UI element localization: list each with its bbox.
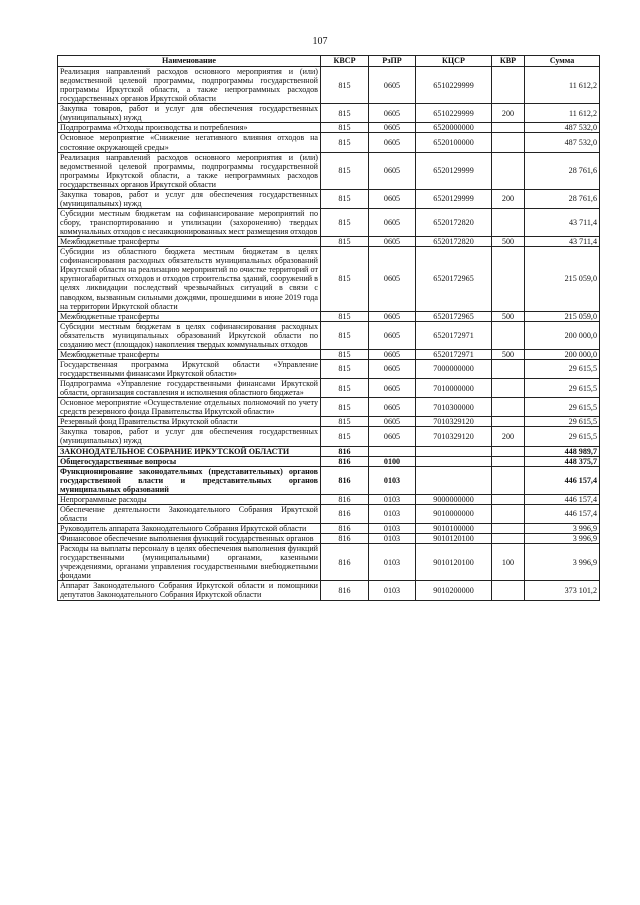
page-number: 107 (312, 36, 328, 47)
row-kvr-cell (492, 456, 525, 466)
row-sum-cell: 29 615,5 (525, 398, 600, 417)
table-row (58, 456, 600, 466)
column-header-name: Наименование (58, 56, 321, 67)
row-kcsr-cell: 7010329120 (416, 427, 492, 446)
row-kvsr-cell: 815 (321, 133, 369, 152)
row-rzpr-cell: 0605 (369, 379, 416, 398)
row-rzpr-cell: 0103 (369, 504, 416, 523)
row-kcsr-cell: 7010300000 (416, 398, 492, 417)
row-name-cell: Обеспечение деятельности Законодательного Собрания Иркутской области (58, 504, 321, 523)
table-row (58, 427, 600, 446)
row-sum-cell: 215 059,0 (525, 247, 600, 311)
row-sum-cell: 446 157,4 (525, 494, 600, 504)
row-name-cell: Непрограммные расходы (58, 494, 321, 504)
row-rzpr-cell: 0103 (369, 466, 416, 494)
row-name-cell: Межбюджетные трансферты (58, 237, 321, 247)
table-row (58, 321, 600, 349)
table-row (58, 133, 600, 152)
table-header-row (58, 56, 600, 67)
row-kvr-cell (492, 67, 525, 104)
row-kvr-cell: 100 (492, 544, 525, 581)
row-kcsr-cell (416, 446, 492, 456)
table-row (58, 247, 600, 311)
row-sum-cell: 3 996,9 (525, 534, 600, 544)
row-rzpr-cell: 0103 (369, 534, 416, 544)
row-kcsr-cell (416, 456, 492, 466)
row-kvr-cell (492, 379, 525, 398)
row-kvsr-cell: 816 (321, 446, 369, 456)
row-kvsr-cell: 815 (321, 208, 369, 236)
row-kcsr-cell: 6520000000 (416, 123, 492, 133)
table-row (58, 534, 600, 544)
row-kvr-cell (492, 466, 525, 494)
table-row (58, 504, 600, 523)
row-name-cell: Закупка товаров, работ и услуг для обеспечения государственных (муниципальных) нужд (58, 104, 321, 123)
row-kcsr-cell: 9010120100 (416, 544, 492, 581)
row-sum-cell: 11 612,2 (525, 104, 600, 123)
row-kvsr-cell: 815 (321, 379, 369, 398)
table-row (58, 208, 600, 236)
row-sum-cell: 43 711,4 (525, 237, 600, 247)
row-rzpr-cell: 0605 (369, 133, 416, 152)
row-sum-cell: 446 157,4 (525, 504, 600, 523)
row-kvsr-cell: 815 (321, 237, 369, 247)
row-rzpr-cell: 0605 (369, 237, 416, 247)
row-kvr-cell: 500 (492, 311, 525, 321)
column-header-kcsr: КЦСР (416, 56, 492, 67)
table-row (58, 311, 600, 321)
row-kvr-cell (492, 123, 525, 133)
row-rzpr-cell: 0605 (369, 152, 416, 189)
row-kcsr-cell: 9010100000 (416, 524, 492, 534)
table-row (58, 379, 600, 398)
table-row (58, 359, 600, 378)
row-name-cell: Межбюджетные трансферты (58, 311, 321, 321)
row-sum-cell: 446 157,4 (525, 466, 600, 494)
row-name-cell: Закупка товаров, работ и услуг для обеспечения государственных (муниципальных) нужд (58, 427, 321, 446)
row-sum-cell: 200 000,0 (525, 321, 600, 349)
row-kvr-cell (492, 446, 525, 456)
column-header-rzpr: РзПР (369, 56, 416, 67)
row-kvsr-cell: 816 (321, 504, 369, 523)
row-sum-cell: 487 532,0 (525, 123, 600, 133)
row-sum-cell: 487 532,0 (525, 133, 600, 152)
row-kvsr-cell: 816 (321, 494, 369, 504)
row-kvsr-cell: 816 (321, 581, 369, 600)
row-kvr-cell: 500 (492, 349, 525, 359)
row-kcsr-cell: 6520129999 (416, 152, 492, 189)
row-kvsr-cell: 815 (321, 311, 369, 321)
row-kcsr-cell: 7000000000 (416, 359, 492, 378)
row-rzpr-cell: 0103 (369, 544, 416, 581)
row-kvr-cell (492, 359, 525, 378)
row-kvsr-cell: 815 (321, 321, 369, 349)
row-sum-cell: 200 000,0 (525, 349, 600, 359)
budget-table (57, 55, 600, 601)
row-name-cell: ЗАКОНОДАТЕЛЬНОЕ СОБРАНИЕ ИРКУТСКОЙ ОБЛАСТИ (58, 446, 321, 456)
row-rzpr-cell: 0605 (369, 247, 416, 311)
row-kcsr-cell: 6520172971 (416, 321, 492, 349)
row-name-cell: Подпрограмма «Управление государственными финансами Иркутской области, организация составления и исполнения областного бюджета» (58, 379, 321, 398)
row-sum-cell: 448 375,7 (525, 456, 600, 466)
row-kvsr-cell: 815 (321, 349, 369, 359)
row-rzpr-cell: 0605 (369, 321, 416, 349)
row-name-cell: Основное мероприятие «Снижение негативного влияния отходов на состояние окружающей среды» (58, 133, 321, 152)
row-name-cell: Функционирование законодательных (представительных) органов государственной власти и представительных органов муниципальных образований (58, 466, 321, 494)
row-kvr-cell (492, 581, 525, 600)
column-header-sum: Сумма (525, 56, 600, 67)
row-rzpr-cell: 0605 (369, 417, 416, 427)
row-kvr-cell (492, 524, 525, 534)
row-name-cell: Резервный фонд Правительства Иркутской области (58, 417, 321, 427)
table-row (58, 446, 600, 456)
row-name-cell: Основное мероприятие «Осуществление отдельных полномочий по учету средств резервного фонда Правительства Иркутской области» (58, 398, 321, 417)
row-kvr-cell (492, 321, 525, 349)
row-kvr-cell: 200 (492, 427, 525, 446)
row-rzpr-cell: 0605 (369, 67, 416, 104)
row-sum-cell: 29 615,5 (525, 417, 600, 427)
row-kcsr-cell: 6520172820 (416, 208, 492, 236)
row-rzpr-cell: 0605 (369, 104, 416, 123)
row-name-cell: Реализация направлений расходов основного мероприятия и (или) ведомственной целевой программы, подпрограммы государственной программы Иркутской области, а также непрограммных расходов государственных органов Иркутской области (58, 152, 321, 189)
row-kcsr-cell: 7010000000 (416, 379, 492, 398)
row-kvr-cell (492, 152, 525, 189)
row-kvsr-cell: 815 (321, 359, 369, 378)
table-row (58, 466, 600, 494)
row-kcsr-cell: 6520172965 (416, 311, 492, 321)
row-sum-cell: 28 761,6 (525, 189, 600, 208)
table-row (58, 123, 600, 133)
table-row (58, 152, 600, 189)
row-rzpr-cell: 0103 (369, 581, 416, 600)
row-sum-cell: 29 615,5 (525, 359, 600, 378)
row-kcsr-cell: 6510229999 (416, 67, 492, 104)
row-sum-cell: 3 996,9 (525, 524, 600, 534)
row-kcsr-cell: 6520129999 (416, 189, 492, 208)
row-name-cell: Расходы на выплаты персоналу в целях обеспечения выполнения функций государственными (муниципальными) органами, казенными учреждениями, органами управления государственными внебюджетными фондами (58, 544, 321, 581)
table-row (58, 104, 600, 123)
row-kcsr-cell: 6520100000 (416, 133, 492, 152)
row-kvsr-cell: 816 (321, 534, 369, 544)
row-sum-cell: 448 989,7 (525, 446, 600, 456)
row-name-cell: Межбюджетные трансферты (58, 349, 321, 359)
row-sum-cell: 215 059,0 (525, 311, 600, 321)
table-row (58, 67, 600, 104)
row-name-cell: Реализация направлений расходов основного мероприятия и (или) ведомственной целевой программы, подпрограммы государственной программы Иркутской области, а также непрограммных расходов государственных органов Иркутской области (58, 67, 321, 104)
row-rzpr-cell (369, 446, 416, 456)
row-sum-cell: 29 615,5 (525, 379, 600, 398)
row-kvr-cell (492, 247, 525, 311)
row-kvsr-cell: 815 (321, 417, 369, 427)
row-name-cell: Субсидии местным бюджетам в целях софинансирования расходных обязательств муниципальных образований Иркутской области по созданию мест (площадок) накопления твердых коммунальных отходов (58, 321, 321, 349)
row-kvsr-cell: 815 (321, 189, 369, 208)
row-kcsr-cell: 7010329120 (416, 417, 492, 427)
row-kcsr-cell: 9010120100 (416, 534, 492, 544)
row-rzpr-cell: 0605 (369, 208, 416, 236)
row-rzpr-cell: 0103 (369, 524, 416, 534)
row-kcsr-cell: 9010000000 (416, 504, 492, 523)
row-kvsr-cell: 815 (321, 67, 369, 104)
row-name-cell: Подпрограмма «Отходы производства и потребления» (58, 123, 321, 133)
row-rzpr-cell: 0100 (369, 456, 416, 466)
table-row (58, 494, 600, 504)
row-name-cell: Закупка товаров, работ и услуг для обеспечения государственных (муниципальных) нужд (58, 189, 321, 208)
row-rzpr-cell: 0605 (369, 427, 416, 446)
row-sum-cell: 373 101,2 (525, 581, 600, 600)
row-rzpr-cell: 0103 (369, 494, 416, 504)
row-sum-cell: 3 996,9 (525, 544, 600, 581)
row-name-cell: Общегосударственные вопросы (58, 456, 321, 466)
table-row (58, 524, 600, 534)
row-name-cell: Финансовое обеспечение выполнения функций государственных органов (58, 534, 321, 544)
table-row (58, 417, 600, 427)
row-kcsr-cell (416, 466, 492, 494)
table-row (58, 544, 600, 581)
row-kvr-cell (492, 208, 525, 236)
row-name-cell: Субсидии из областного бюджета местным бюджетам в целях софинансирования расходных обязательств муниципальных образований Иркутской области на реализацию мероприятий по очистке территорий от крупногабаритных отходов и отходов строительства зданий, сооружений в целях ликвидации последствий чрезвычайных ситуаций в связи с паводком, вызванным сильными дождями, прошедшими в июне 2019 года на территории Иркутской области (58, 247, 321, 311)
row-kvr-cell (492, 133, 525, 152)
row-sum-cell: 29 615,5 (525, 427, 600, 446)
row-rzpr-cell: 0605 (369, 123, 416, 133)
row-kvsr-cell: 815 (321, 247, 369, 311)
table-row (58, 237, 600, 247)
row-kvsr-cell: 816 (321, 466, 369, 494)
row-sum-cell: 28 761,6 (525, 152, 600, 189)
column-header-kvr: КВР (492, 56, 525, 67)
row-kvr-cell: 500 (492, 237, 525, 247)
table-row (58, 189, 600, 208)
row-kvsr-cell: 815 (321, 427, 369, 446)
table-row (58, 581, 600, 600)
row-name-cell: Аппарат Законодательного Собрания Иркутской области и помощники депутатов Законодательного Собрания Иркутской области (58, 581, 321, 600)
row-sum-cell: 11 612,2 (525, 67, 600, 104)
row-kvsr-cell: 815 (321, 398, 369, 417)
row-kvsr-cell: 816 (321, 524, 369, 534)
row-rzpr-cell: 0605 (369, 311, 416, 321)
row-rzpr-cell: 0605 (369, 189, 416, 208)
row-name-cell: Государственная программа Иркутской области «Управление государственными финансами Иркутской области» (58, 359, 321, 378)
row-kvr-cell (492, 494, 525, 504)
row-kcsr-cell: 6510229999 (416, 104, 492, 123)
column-header-kvsr: КВСР (321, 56, 369, 67)
row-name-cell: Руководитель аппарата Законодательного Собрания Иркутской области (58, 524, 321, 534)
row-name-cell: Субсидии местным бюджетам на софинансирование мероприятий по сбору, транспортированию и утилизации (захоронению) твердых коммунальных отходов с несанкционированных мест размещения отходов (58, 208, 321, 236)
row-kcsr-cell: 6520172965 (416, 247, 492, 311)
row-rzpr-cell: 0605 (369, 359, 416, 378)
row-kvr-cell (492, 417, 525, 427)
row-kvsr-cell: 815 (321, 104, 369, 123)
row-rzpr-cell: 0605 (369, 398, 416, 417)
row-kvsr-cell: 816 (321, 544, 369, 581)
row-kcsr-cell: 6520172971 (416, 349, 492, 359)
row-kvr-cell (492, 534, 525, 544)
row-kvr-cell: 200 (492, 189, 525, 208)
row-kvr-cell: 200 (492, 104, 525, 123)
table-row (58, 349, 600, 359)
row-kcsr-cell: 6520172820 (416, 237, 492, 247)
row-kcsr-cell: 9000000000 (416, 494, 492, 504)
row-kvr-cell (492, 504, 525, 523)
row-kvr-cell (492, 398, 525, 417)
table-row (58, 398, 600, 417)
row-sum-cell: 43 711,4 (525, 208, 600, 236)
row-rzpr-cell: 0605 (369, 349, 416, 359)
row-kvsr-cell: 815 (321, 152, 369, 189)
row-kvsr-cell: 816 (321, 456, 369, 466)
row-kvsr-cell: 815 (321, 123, 369, 133)
row-kcsr-cell: 9010200000 (416, 581, 492, 600)
